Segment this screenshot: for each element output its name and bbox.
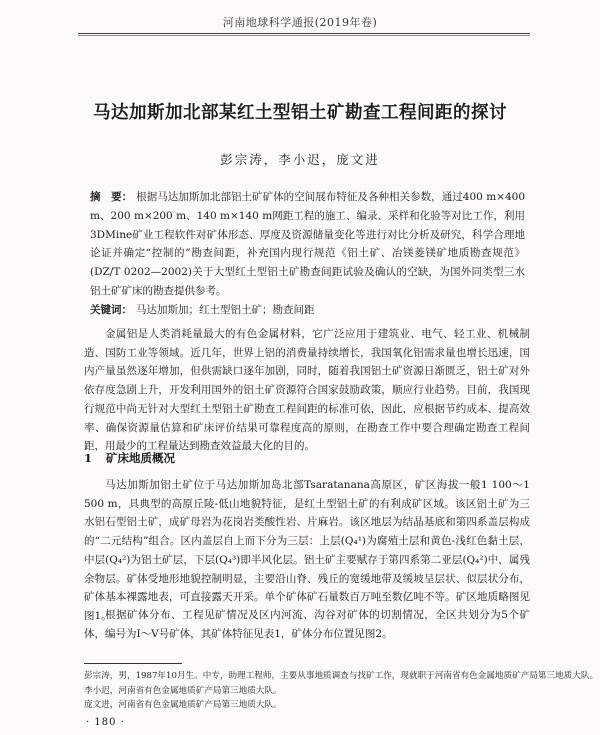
header-rule bbox=[78, 33, 530, 34]
abstract-text: 根据马达加斯加北部铝土矿矿体的空间展布特征及各种相关参数，通过400 m×400 m、200 m×200 m、140 m×140 m网距工程的施工、编录、采样和化验等对比工作，利用3DMine矿业工程软件对矿体形态、厚度及资源储量变化等进行对比分析及研究，科学合理地论证并确定“控制的”勘查间距，补充国内现行规范《铝土矿、冶镁菱镁矿地质勘查规范》(DZ/T 0202—2002)关于大型红土型铝土矿勘查间距试验及确认的空缺，为国外同类型三水铝土矿矿床的勘查提供参考。 bbox=[90, 191, 525, 297]
page-number: · 180 · bbox=[86, 717, 125, 728]
keywords bbox=[90, 301, 525, 319]
footnote-1: 彭宗涛，男，1987年10月生。中专，助理工程师，主要从事地质调查与找矿工作，现就职于河南省有色金属地质矿产局第三地质大队。 bbox=[84, 671, 599, 681]
keywords-text: 马达加斯加；红土型铝土矿；勘查间距 bbox=[136, 304, 315, 316]
geology-paragraph: 马达加斯加铝土矿位于马达加斯加岛北部Tsaratanana高原区，矿区海拔一般1 100～1 500 m，具典型的高原丘陵-低山地貌特征，是红土型铝土矿的有利成矿区域。该区铝土矿为三水铝石型铝土矿，成矿母岩为花岗岩类酸性岩、片麻岩。该区地层为结晶基底和第四系盖层构成的“二元结构”组合。区内盖层自上而下分为三层：上层(Q₄¹)为腐殖土层和黄色-浅红色黏土层，中层(Q₄²)为铝土矿层，下层(Q₄³)即半风化层。铝土矿主要赋存于第四系第二亚层(Q₄²)中，属残余物层。矿体受地形地貌控制明显，主要沿山脊、残丘的宽缓地带及缓坡呈层状、似层状分布，矿体基本裸露地表，可直接露天开采。单个矿体矿石量数百万吨至数亿吨不等。矿区地质略图见图1。 bbox=[84, 479, 530, 622]
keywords-label: 关键词： bbox=[90, 304, 132, 316]
abstract bbox=[90, 188, 525, 301]
footnotes bbox=[84, 669, 599, 713]
section-heading bbox=[84, 450, 175, 466]
footnote-2: 李小迟，河南省有色金属地质矿产局第三地质大队。 bbox=[84, 685, 282, 696]
article-title: 马达加斯加北部某红土型铝土矿勘查工程间距的探讨 bbox=[93, 103, 507, 123]
footnote-rule bbox=[84, 663, 182, 664]
orebody-paragraph: 根据矿体分布、工程见矿情况及区内河流、沟谷对矿体的切割情况，全区共划分为5个矿体，编号为Ⅰ～Ⅴ号矿体，其矿体特征见表1，矿体分布位置见图2。 bbox=[84, 609, 530, 640]
journal-header: 河南地球科学通报(2019年卷) bbox=[222, 16, 378, 29]
footnote-3: 庞文进，河南省有色金属地质矿产局第三地质大队。 bbox=[84, 700, 282, 710]
abstract-label: 摘 要： bbox=[90, 191, 133, 203]
section-title: 矿床地质概况 bbox=[106, 451, 176, 465]
article-authors: 彭宗涛，李小迟，庞文进 bbox=[220, 152, 380, 167]
section-number: 1 bbox=[84, 451, 93, 465]
intro-paragraph: 金属铝是人类消耗量最大的有色金属材料，它广泛应用于建筑业、电气、轻工业、机械制造、国防工业等领域。近几年，世界上铝的消费量持续增长，我国氧化铝需求量也增长迅速，国内产量虽然逐年增加，但供需缺口逐年加剧，同时，随着我国铝土矿资源日渐匮乏，铝土矿对外依存度急剧上升，开发利用国外的铝土矿资源符合国家鼓励政策，顺应行业趋势。目前，我国现行规范中尚无针对大型红土型铝土矿勘查工程间距的标准可依，因此，应根据节约成本、提高效率、确保资源量估算和矿床评价结果可靠程度高的原则，在勘查工作中要合理确定勘查工程间距，用最少的工程量达到勘查效益最大化的目的。 bbox=[84, 328, 530, 453]
header-rule-thin bbox=[78, 35, 530, 36]
